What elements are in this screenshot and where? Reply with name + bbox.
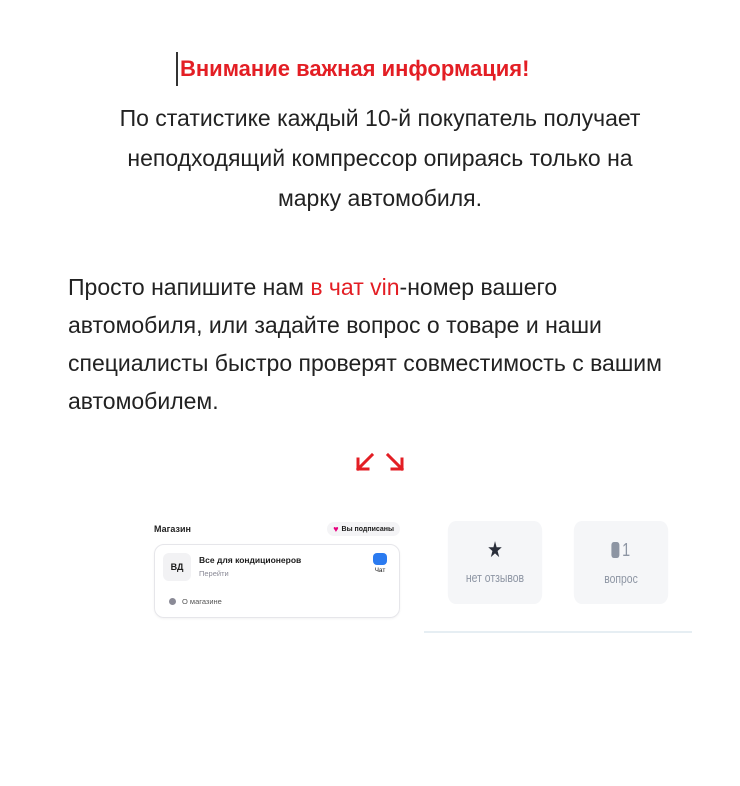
reviews-tile[interactable]	[448, 521, 542, 604]
chat-icon	[373, 553, 387, 565]
instruction-after: -номер вашего автомобиля, или задайте вопрос о товаре и наши специалисты быстро проверят совместимость с вашим автомобилем.	[68, 274, 662, 414]
warning-title: Внимание важная информация!	[176, 52, 529, 86]
about-shop-link[interactable]	[169, 597, 222, 606]
shop-avatar: ВД	[163, 553, 191, 581]
chat-label: Чат	[374, 567, 386, 574]
instruction-before: Просто напишите нам	[68, 274, 311, 300]
shop-box[interactable]	[154, 544, 400, 618]
questions-label: вопрос	[604, 570, 638, 586]
statistics-line: марку автомобиля.	[277, 185, 483, 211]
shop-name[interactable]: Все для кондиционеров	[199, 555, 302, 565]
questions-tile[interactable]	[574, 521, 668, 604]
instruction-text	[68, 268, 688, 420]
statistics-line: неподходящий компрессор опираясь только на	[127, 145, 633, 171]
shop-card	[154, 520, 400, 620]
divider	[424, 631, 692, 633]
chat-vin-highlight: в чат vin	[310, 274, 400, 300]
reviews-label: нет отзывов	[465, 570, 525, 585]
chat-button[interactable]	[369, 553, 391, 581]
heart-icon: ♥	[333, 524, 339, 534]
info-icon	[169, 598, 176, 605]
statistics-text	[60, 98, 700, 218]
subscribed-badge[interactable]	[327, 522, 400, 536]
shop-label: Магазин	[154, 524, 191, 534]
questions-count: 1	[622, 539, 631, 560]
question-icon	[612, 542, 620, 558]
subscribed-label: Вы подписаны	[341, 525, 394, 533]
star-icon: ★	[487, 537, 503, 562]
shop-go-link[interactable]: Перейти	[199, 569, 229, 578]
statistics-line: По статистике каждый 10-й покупатель получает	[119, 105, 641, 131]
arrows-icon	[352, 450, 412, 476]
about-shop-label: О магазине	[182, 597, 222, 606]
